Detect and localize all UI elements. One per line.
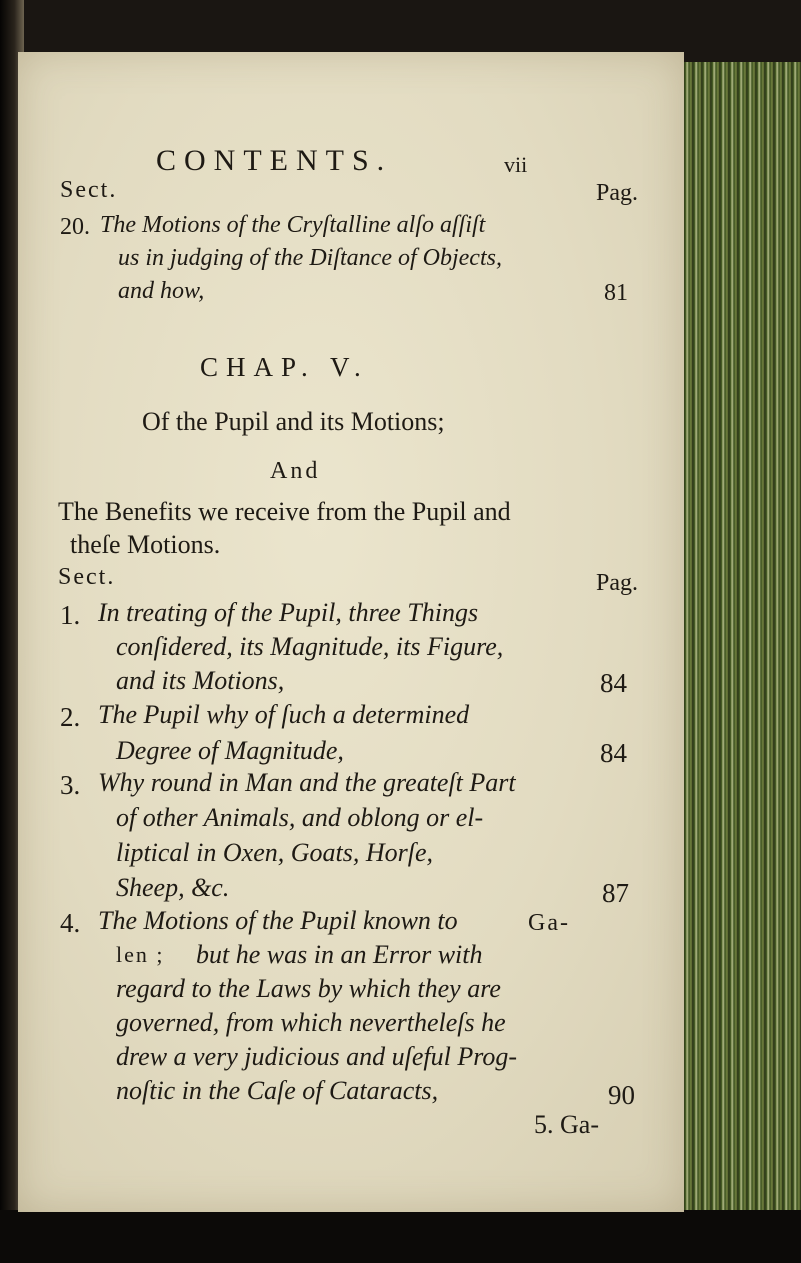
entry-page: 84 xyxy=(600,668,627,698)
entry-text-line: but he was in an Error with xyxy=(196,940,483,969)
entry-page: 87 xyxy=(602,878,629,908)
sect-label: Sect. xyxy=(58,564,116,590)
chapter-description-line: theſe Motions. xyxy=(70,530,221,559)
galen-name-start: Ga- xyxy=(528,910,570,936)
entry-number: 3. xyxy=(60,770,81,800)
pag-label: Pag. xyxy=(596,570,638,596)
background-bottom xyxy=(0,1210,801,1263)
sect-label: Sect. xyxy=(60,177,118,203)
entry-page: 81 xyxy=(604,280,628,306)
chapter-heading: CHAP. V. xyxy=(200,352,369,382)
pag-label: Pag. xyxy=(596,180,638,206)
entry-text-line: governed, from which nevertheleſs he xyxy=(116,1008,506,1037)
galen-name-end: len ; xyxy=(116,942,165,967)
entry-text-line: The Motions of the Pupil known to xyxy=(98,906,458,935)
entry-number: 20. xyxy=(60,214,90,240)
entry-text-line: The Pupil why of ſuch a determined xyxy=(98,700,470,729)
entry-text-line: of other Animals, and oblong or el- xyxy=(116,803,484,832)
entry-text-line: and how, xyxy=(118,278,205,304)
entry-text-line: In treating of the Pupil, three Things xyxy=(98,598,479,627)
book-fore-edge xyxy=(684,62,801,1212)
entry-text-line: Degree of Magnitude, xyxy=(116,736,344,765)
entry-text-line: regard to the Laws by which they are xyxy=(116,974,501,1003)
entry-text-line: The Motions of the Cryſtalline alſo aſſiſt xyxy=(100,212,486,238)
catchword: 5. Ga- xyxy=(534,1110,599,1139)
entry-page: 90 xyxy=(608,1080,635,1110)
chapter-description-line: The Benefits we receive from the Pupil and xyxy=(58,497,511,526)
chapter-subtitle: Of the Pupil and its Motions; xyxy=(142,407,445,436)
entry-number: 1. xyxy=(60,600,81,630)
entry-number: 4. xyxy=(60,908,81,938)
entry-text-line: Why round in Man and the greateſt Part xyxy=(98,768,516,797)
entry-text-line: drew a very judicious and uſeful Prog- xyxy=(116,1042,518,1071)
page-header-title: CONTENTS. xyxy=(156,144,393,177)
entry-text-line: us in judging of the Diſtance of Objects, xyxy=(118,245,502,271)
book-page xyxy=(18,52,684,1212)
entry-text-line: noſtic in the Caſe of Cataracts, xyxy=(116,1076,439,1105)
page-number: vii xyxy=(504,152,528,177)
entry-number: 2. xyxy=(60,702,81,732)
entry-text-line: Sheep, &c. xyxy=(116,873,230,902)
chapter-and: And xyxy=(270,458,321,484)
entry-page: 84 xyxy=(600,738,627,768)
entry-text-line: liptical in Oxen, Goats, Horſe, xyxy=(116,838,434,867)
entry-text-line: and its Motions, xyxy=(116,666,285,695)
entry-text-line: conſidered, its Magnitude, its Figure, xyxy=(116,632,504,661)
